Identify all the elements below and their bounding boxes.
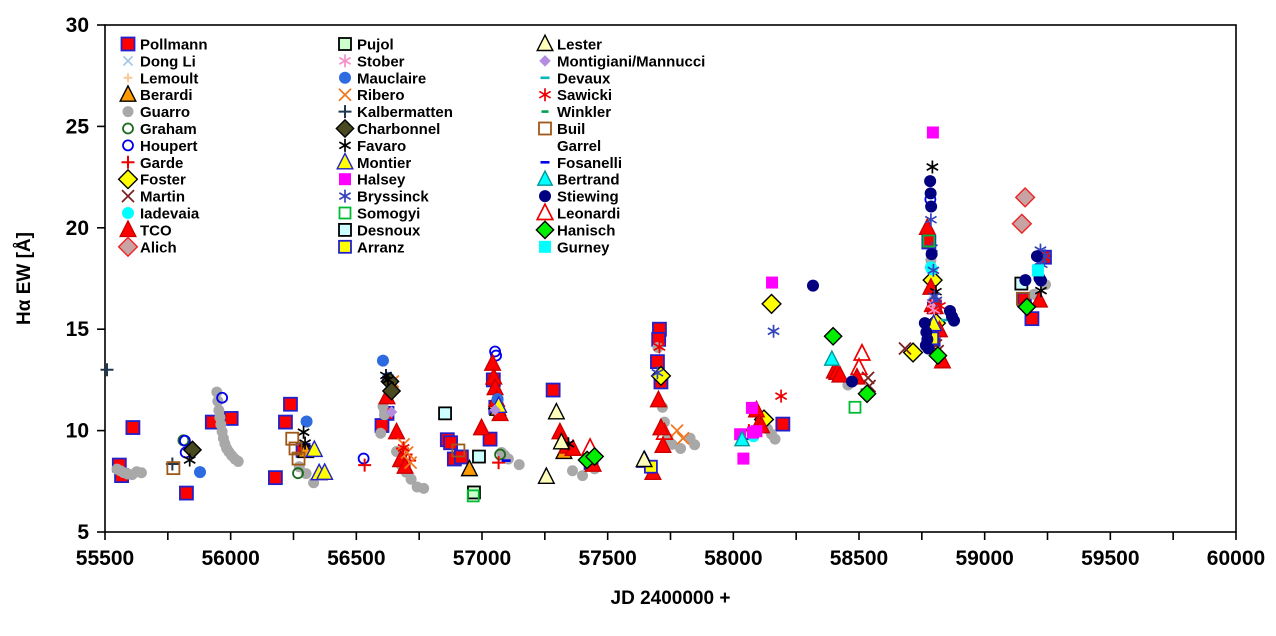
marker-shape bbox=[233, 456, 244, 467]
legend-item-desnoux bbox=[339, 222, 421, 239]
data-point bbox=[359, 454, 369, 464]
marker-shape bbox=[339, 38, 351, 50]
legend-item-somogyi bbox=[340, 206, 421, 223]
legend-label: Dong Li bbox=[140, 53, 196, 71]
legend-item-gurney bbox=[539, 239, 610, 256]
marker-shape bbox=[123, 106, 134, 117]
legend-label: Pollmann bbox=[140, 36, 208, 54]
marker-shape bbox=[547, 384, 560, 397]
data-point bbox=[846, 376, 858, 388]
data-point bbox=[126, 421, 139, 434]
legend-label: Halsey bbox=[357, 171, 406, 189]
legend-item-buil bbox=[539, 121, 585, 138]
marker-shape bbox=[776, 418, 789, 431]
marker-shape bbox=[339, 241, 351, 253]
marker-shape bbox=[766, 277, 778, 289]
legend-label: Desnoux bbox=[357, 222, 421, 240]
marker-shape bbox=[1016, 188, 1035, 207]
data-point bbox=[927, 160, 938, 173]
marker-shape bbox=[846, 376, 858, 388]
marker-shape bbox=[301, 415, 313, 427]
marker-shape bbox=[762, 294, 781, 313]
legend-label: Arranz bbox=[357, 239, 405, 257]
legend-label: Bryssinck bbox=[357, 188, 429, 206]
legend-item-ribero bbox=[339, 87, 405, 104]
data-point bbox=[807, 280, 819, 292]
legend-item-stiewing bbox=[539, 189, 619, 206]
legend-item-fosanelli bbox=[541, 155, 623, 172]
x-tick-label: 56500 bbox=[327, 547, 386, 570]
legend-item-kalbermatten bbox=[339, 104, 453, 121]
y-axis-title: Hα EW [Å] bbox=[14, 232, 35, 325]
legend-item-bryssinck bbox=[339, 189, 429, 206]
marker-shape bbox=[136, 467, 147, 478]
legend-label: Hanisch bbox=[557, 222, 616, 240]
data-point bbox=[651, 391, 667, 406]
marker-shape bbox=[180, 487, 193, 500]
marker-shape bbox=[537, 204, 553, 219]
marker-shape bbox=[123, 140, 133, 150]
data-point bbox=[948, 315, 960, 327]
data-point bbox=[549, 404, 565, 419]
series-arranz bbox=[645, 332, 938, 472]
data-point bbox=[925, 187, 937, 199]
legend-label: Sawicki bbox=[557, 87, 613, 105]
marker-shape bbox=[122, 190, 134, 202]
series-berardi bbox=[298, 393, 572, 475]
data-point bbox=[924, 175, 936, 187]
marker-shape bbox=[539, 88, 550, 101]
marker-shape bbox=[549, 404, 565, 419]
data-point bbox=[926, 248, 938, 260]
data-point bbox=[746, 402, 758, 414]
marker-shape bbox=[689, 439, 700, 450]
legend-item-hanisch bbox=[536, 221, 615, 239]
legend-item-pujol bbox=[339, 37, 394, 54]
series-hanisch bbox=[578, 298, 1035, 468]
data-point bbox=[225, 412, 238, 425]
data-point bbox=[539, 468, 555, 483]
legend-label: Fosanelli bbox=[557, 154, 623, 172]
series-foster bbox=[652, 271, 946, 429]
marker-shape bbox=[927, 126, 939, 138]
marker-shape bbox=[473, 451, 485, 463]
data-point bbox=[824, 328, 841, 345]
data-point bbox=[927, 126, 939, 138]
series-gurney bbox=[1032, 264, 1044, 276]
marker-shape bbox=[824, 328, 841, 345]
marker-shape bbox=[279, 416, 292, 429]
data-point bbox=[1013, 214, 1032, 233]
x-tick-label: 57000 bbox=[452, 547, 512, 570]
data-point bbox=[474, 419, 490, 434]
data-point bbox=[750, 425, 762, 437]
legend-label: Guarro bbox=[140, 104, 191, 122]
legend-item-martin bbox=[122, 189, 185, 206]
legend-item-stober bbox=[339, 53, 404, 70]
plot-border bbox=[105, 25, 1236, 532]
marker-shape bbox=[340, 208, 351, 219]
data-point bbox=[768, 325, 779, 338]
data-point bbox=[1032, 264, 1044, 276]
marker-shape bbox=[339, 139, 350, 152]
marker-shape bbox=[339, 190, 350, 203]
marker-shape bbox=[122, 207, 134, 219]
data-point bbox=[766, 277, 778, 289]
legend-item-montier bbox=[337, 153, 411, 171]
legend-label: TCO bbox=[140, 222, 172, 240]
legend-label: Favaro bbox=[357, 137, 407, 155]
series-tco bbox=[379, 219, 1047, 479]
marker-shape bbox=[123, 124, 133, 134]
data-point bbox=[101, 363, 114, 376]
marker-shape bbox=[925, 187, 937, 199]
marker-shape bbox=[339, 105, 352, 118]
legend-label: Winkler bbox=[557, 104, 612, 122]
marker-shape bbox=[122, 156, 135, 169]
data-point bbox=[194, 466, 206, 478]
marker-shape bbox=[1019, 274, 1031, 286]
legend-label: Somogyi bbox=[357, 205, 421, 223]
legend-label: Bertrand bbox=[557, 171, 620, 189]
marker-shape bbox=[1031, 250, 1043, 262]
x-tick-label: 60000 bbox=[1206, 547, 1266, 570]
legend-item-garrel bbox=[557, 138, 601, 155]
marker-shape bbox=[284, 398, 297, 411]
legend bbox=[119, 35, 706, 256]
data-point bbox=[770, 434, 781, 445]
data-point bbox=[854, 345, 870, 360]
legend-item-devaux bbox=[541, 70, 612, 87]
marker-shape bbox=[439, 407, 451, 419]
marker-shape bbox=[1013, 214, 1032, 233]
legend-label: Buil bbox=[557, 121, 586, 138]
marker-shape bbox=[474, 419, 490, 434]
legend-label: Kalbermatten bbox=[357, 104, 453, 122]
marker-shape bbox=[444, 436, 457, 449]
marker-shape bbox=[651, 355, 664, 368]
legend-item-houpert bbox=[123, 138, 198, 155]
data-point bbox=[485, 355, 501, 370]
marker-shape bbox=[539, 241, 551, 253]
marker-shape bbox=[339, 89, 351, 101]
marker-shape bbox=[539, 123, 551, 135]
legend-label: Houpert bbox=[140, 137, 198, 155]
data-point bbox=[269, 471, 282, 484]
legend-label: Garde bbox=[140, 154, 184, 172]
data-point bbox=[825, 351, 839, 365]
legend-label: Garrel bbox=[557, 137, 602, 155]
data-point bbox=[858, 385, 875, 402]
marker-shape bbox=[536, 221, 553, 238]
marker-shape bbox=[126, 421, 139, 434]
legend-item-favaro bbox=[339, 138, 406, 155]
legend-label: Martin bbox=[140, 188, 185, 206]
marker-shape bbox=[339, 224, 351, 236]
legend-label: Iadevaia bbox=[140, 205, 200, 223]
legend-label: Foster bbox=[140, 171, 186, 189]
marker-shape bbox=[854, 345, 870, 360]
legend-label: Mauclaire bbox=[357, 70, 427, 88]
marker-shape bbox=[671, 425, 683, 437]
data-point bbox=[301, 415, 313, 427]
data-point bbox=[849, 402, 860, 413]
legend-label: Montigiani/Mannucci bbox=[557, 53, 706, 71]
legend-label: Graham bbox=[140, 121, 197, 138]
x-tick-label: 59000 bbox=[955, 547, 1014, 570]
legend-label: Stiewing bbox=[557, 188, 619, 206]
marker-shape bbox=[770, 434, 781, 445]
legend-item-bertrand bbox=[538, 171, 620, 189]
marker-shape bbox=[269, 471, 282, 484]
legend-item-berardi bbox=[120, 86, 192, 104]
y-tick-label: 5 bbox=[77, 521, 89, 544]
marker-shape bbox=[485, 355, 501, 370]
data-point bbox=[279, 416, 292, 429]
marker-shape bbox=[418, 483, 429, 494]
x-tick-label: 55500 bbox=[75, 547, 135, 570]
marker-shape bbox=[539, 190, 551, 202]
marker-shape bbox=[849, 402, 860, 413]
legend-item-montigiani-mannucci bbox=[539, 53, 705, 70]
legend-label: Pujol bbox=[357, 36, 394, 54]
marker-shape bbox=[924, 175, 936, 187]
x-tick-label: 58000 bbox=[704, 547, 763, 570]
data-point bbox=[444, 436, 457, 449]
legend-item-sawicki bbox=[539, 87, 612, 104]
legend-item-arranz bbox=[339, 239, 405, 256]
marker-shape bbox=[746, 402, 758, 414]
marker-shape bbox=[539, 55, 551, 67]
marker-shape bbox=[120, 86, 136, 101]
marker-shape bbox=[124, 56, 133, 65]
legend-item-guarro bbox=[123, 104, 191, 121]
marker-shape bbox=[339, 72, 351, 84]
data-point bbox=[547, 384, 560, 397]
marker-shape bbox=[122, 38, 135, 51]
marker-shape bbox=[1032, 264, 1044, 276]
data-point bbox=[737, 453, 749, 465]
data-point bbox=[418, 483, 429, 494]
marker-shape bbox=[567, 465, 578, 476]
legend-item-lester bbox=[537, 35, 602, 53]
marker-shape bbox=[120, 221, 136, 236]
data-point bbox=[284, 398, 297, 411]
marker-shape bbox=[858, 385, 875, 402]
legend-label: Berardi bbox=[140, 87, 193, 105]
legend-item-halsey bbox=[339, 172, 406, 189]
data-point bbox=[514, 459, 525, 470]
marker-shape bbox=[750, 425, 762, 437]
y-tick-label: 30 bbox=[65, 14, 89, 37]
data-point bbox=[389, 423, 405, 438]
legend-item-foster bbox=[119, 170, 186, 189]
data-point bbox=[180, 487, 193, 500]
data-point bbox=[651, 355, 664, 368]
data-point bbox=[689, 439, 700, 450]
legend-item-charbonnel bbox=[336, 120, 440, 138]
x-tick-label: 58500 bbox=[829, 547, 889, 570]
marker-shape bbox=[775, 390, 786, 403]
data-point bbox=[675, 443, 686, 454]
marker-shape bbox=[225, 412, 238, 425]
data-point bbox=[567, 465, 578, 476]
data-point bbox=[233, 456, 244, 467]
legend-item-lemoult bbox=[124, 70, 199, 87]
marker-shape bbox=[537, 35, 553, 50]
legend-label: Lester bbox=[557, 36, 603, 54]
legend-item-dong-li bbox=[124, 53, 196, 70]
marker-shape bbox=[336, 120, 353, 137]
x-tick-label: 56000 bbox=[201, 547, 260, 570]
data-point bbox=[1016, 188, 1035, 207]
legend-label: Devaux bbox=[557, 70, 611, 88]
y-tick-label: 10 bbox=[65, 419, 89, 443]
marker-shape bbox=[651, 391, 667, 406]
legend-label: Stober bbox=[357, 53, 405, 71]
marker-shape bbox=[927, 160, 938, 173]
x-axis-title: JD 2400000 + bbox=[610, 588, 731, 609]
marker-shape bbox=[389, 423, 405, 438]
marker-shape bbox=[768, 325, 779, 338]
data-point bbox=[671, 425, 683, 437]
y-tick-label: 25 bbox=[65, 115, 89, 139]
marker-shape bbox=[337, 153, 353, 168]
legend-label: Lemoult bbox=[140, 70, 199, 88]
x-tick-label: 57500 bbox=[578, 547, 637, 570]
legend-label: Gurney bbox=[557, 239, 610, 257]
legend-item-garde bbox=[122, 155, 184, 172]
marker-shape bbox=[119, 237, 138, 256]
marker-shape bbox=[514, 459, 525, 470]
marker-shape bbox=[124, 73, 133, 82]
marker-shape bbox=[539, 468, 555, 483]
marker-shape bbox=[737, 453, 749, 465]
data-point bbox=[775, 390, 786, 403]
legend-item-alich bbox=[119, 237, 177, 256]
data-point bbox=[1019, 274, 1031, 286]
legend-item-leonardi bbox=[537, 204, 620, 222]
data-point bbox=[375, 428, 386, 439]
series-kalbermatten bbox=[101, 363, 179, 470]
marker-shape bbox=[377, 355, 389, 367]
series-bryssinck bbox=[652, 213, 1051, 379]
legend-item-pollmann bbox=[122, 37, 208, 54]
marker-shape bbox=[194, 466, 206, 478]
legend-label: Leonardi bbox=[557, 205, 621, 223]
marker-shape bbox=[119, 170, 138, 189]
marker-shape bbox=[339, 173, 351, 185]
data-point bbox=[439, 407, 451, 419]
data-point bbox=[1031, 250, 1043, 262]
data-point bbox=[377, 355, 389, 367]
marker-shape bbox=[538, 171, 552, 185]
legend-item-iadevaia bbox=[122, 206, 200, 223]
data-point bbox=[136, 467, 147, 478]
marker-shape bbox=[807, 280, 819, 292]
marker-shape bbox=[925, 201, 937, 213]
data-point bbox=[473, 451, 485, 463]
data-point bbox=[298, 426, 309, 439]
marker-shape bbox=[339, 54, 350, 67]
marker-shape bbox=[375, 428, 386, 439]
y-tick-label: 20 bbox=[65, 216, 89, 240]
marker-shape bbox=[926, 248, 938, 260]
axes bbox=[14, 14, 1265, 609]
series-alich bbox=[1013, 188, 1035, 233]
data-point bbox=[762, 294, 781, 313]
legend-label: Ribero bbox=[357, 87, 405, 105]
marker-shape bbox=[359, 454, 369, 464]
marker-shape bbox=[825, 351, 839, 365]
marker-shape bbox=[636, 451, 652, 466]
data-point bbox=[636, 451, 652, 466]
legend-label: Charbonnel bbox=[357, 121, 441, 138]
data-point bbox=[925, 201, 937, 213]
y-tick-label: 15 bbox=[65, 318, 89, 342]
data-point bbox=[776, 418, 789, 431]
marker-shape bbox=[675, 443, 686, 454]
x-tick-label: 59500 bbox=[1081, 547, 1140, 570]
marker-shape bbox=[298, 426, 309, 439]
legend-item-winkler bbox=[542, 104, 612, 121]
legend-item-mauclaire bbox=[339, 70, 426, 87]
legend-item-graham bbox=[123, 121, 197, 138]
legend-label: Alich bbox=[140, 239, 177, 257]
legend-label: Montier bbox=[357, 154, 412, 172]
marker-shape bbox=[948, 315, 960, 327]
marker-shape bbox=[101, 363, 114, 376]
